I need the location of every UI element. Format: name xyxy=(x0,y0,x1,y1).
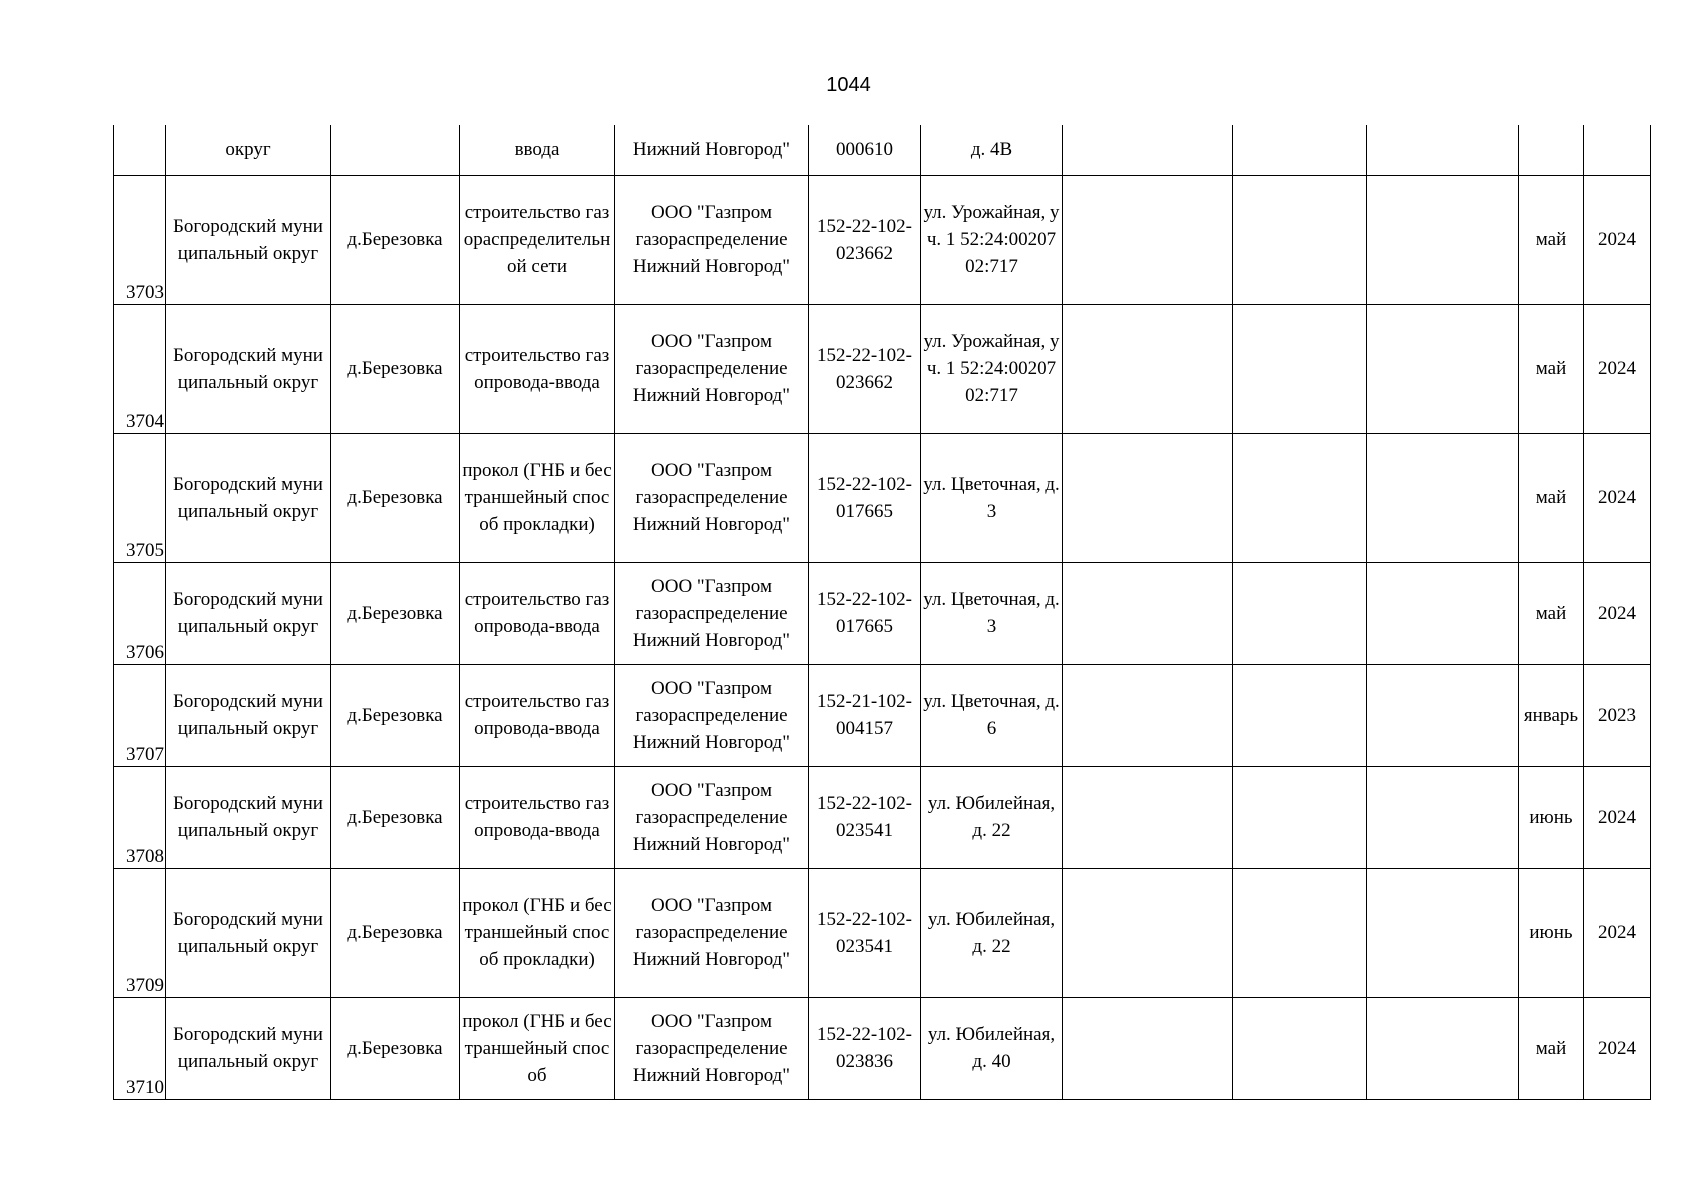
cell-empty xyxy=(1367,997,1519,1099)
cell-year: 2024 xyxy=(1584,997,1651,1099)
cell-month: июнь xyxy=(1519,868,1584,997)
cell-code: 152-22-102-017665 xyxy=(809,562,921,664)
cell-settlement: д.Березовка xyxy=(331,766,460,868)
cell-month: май xyxy=(1519,997,1584,1099)
cell-owner: ООО "Газпром газораспределение Нижний Новгород" xyxy=(615,664,809,766)
cell-address: ул. Цветочная, д. 6 xyxy=(921,664,1063,766)
cell-empty xyxy=(1233,766,1367,868)
cell-settlement: д.Березовка xyxy=(331,562,460,664)
cell-empty xyxy=(1233,304,1367,433)
table-row xyxy=(114,562,1651,664)
cell-month: май xyxy=(1519,175,1584,304)
table-row-continued xyxy=(114,125,1651,175)
cell-owner: Нижний Новгород" xyxy=(615,125,809,175)
cell-empty xyxy=(1063,766,1233,868)
cell-empty xyxy=(1367,868,1519,997)
cell-empty xyxy=(1233,664,1367,766)
cell-address: ул. Цветочная, д. 3 xyxy=(921,433,1063,562)
cell-code: 152-22-102-023541 xyxy=(809,766,921,868)
cell-district: округ xyxy=(166,125,331,175)
cell-empty xyxy=(1367,304,1519,433)
cell-code: 152-22-102-017665 xyxy=(809,433,921,562)
cell-empty xyxy=(1063,175,1233,304)
cell-month: январь xyxy=(1519,664,1584,766)
cell-code: 152-22-102-023662 xyxy=(809,304,921,433)
cell-code: 152-22-102-023662 xyxy=(809,175,921,304)
cell-district: Богородский муниципальный округ xyxy=(166,997,331,1099)
cell-empty xyxy=(1233,433,1367,562)
cell-num: 3703 xyxy=(114,175,166,304)
cell-work: ввода xyxy=(460,125,615,175)
cell-address: д. 4В xyxy=(921,125,1063,175)
table-row xyxy=(114,868,1651,997)
cell-empty xyxy=(1233,562,1367,664)
cell-district: Богородский муниципальный округ xyxy=(166,766,331,868)
cell-code: 000610 xyxy=(809,125,921,175)
cell-settlement: д.Березовка xyxy=(331,304,460,433)
cell-num: 3704 xyxy=(114,304,166,433)
register-table xyxy=(113,125,1651,1100)
table-row xyxy=(114,433,1651,562)
cell-month: июнь xyxy=(1519,766,1584,868)
cell-num: 3706 xyxy=(114,562,166,664)
cell-empty xyxy=(1063,997,1233,1099)
cell-num: 3710 xyxy=(114,997,166,1099)
cell-empty xyxy=(1367,766,1519,868)
cell-year: 2024 xyxy=(1584,304,1651,433)
table-row xyxy=(114,766,1651,868)
cell-empty xyxy=(1367,175,1519,304)
cell-year: 2024 xyxy=(1584,562,1651,664)
cell-month: май xyxy=(1519,304,1584,433)
cell-settlement: д.Березовка xyxy=(331,433,460,562)
cell-empty xyxy=(1063,868,1233,997)
cell-empty xyxy=(1367,125,1519,175)
cell-empty xyxy=(1063,562,1233,664)
cell-district: Богородский муниципальный округ xyxy=(166,562,331,664)
table-row xyxy=(114,997,1651,1099)
table-row xyxy=(114,304,1651,433)
cell-empty xyxy=(1367,562,1519,664)
cell-empty xyxy=(1367,433,1519,562)
cell-district: Богородский муниципальный округ xyxy=(166,304,331,433)
cell-year: 2024 xyxy=(1584,766,1651,868)
cell-owner: ООО "Газпром газораспределение Нижний Новгород" xyxy=(615,433,809,562)
cell-empty xyxy=(1063,433,1233,562)
cell-empty xyxy=(1233,125,1367,175)
cell-month xyxy=(1519,125,1584,175)
cell-district: Богородский муниципальный округ xyxy=(166,175,331,304)
cell-owner: ООО "Газпром газораспределение Нижний Новгород" xyxy=(615,175,809,304)
cell-settlement: д.Березовка xyxy=(331,997,460,1099)
cell-owner: ООО "Газпром газораспределение Нижний Новгород" xyxy=(615,304,809,433)
cell-year xyxy=(1584,125,1651,175)
cell-work: прокол (ГНБ и бестраншейный способ xyxy=(460,997,615,1099)
table-row xyxy=(114,175,1651,304)
cell-settlement: д.Березовка xyxy=(331,175,460,304)
cell-empty xyxy=(1063,664,1233,766)
cell-empty xyxy=(1233,175,1367,304)
cell-month: май xyxy=(1519,433,1584,562)
cell-address: ул. Урожайная, уч. 1 52:24:0020702:717 xyxy=(921,175,1063,304)
cell-work: прокол (ГНБ и бестраншейный способ прокладки) xyxy=(460,868,615,997)
cell-address: ул. Цветочная, д. 3 xyxy=(921,562,1063,664)
cell-year: 2024 xyxy=(1584,175,1651,304)
cell-settlement: д.Березовка xyxy=(331,664,460,766)
cell-empty xyxy=(1367,664,1519,766)
cell-owner: ООО "Газпром газораспределение Нижний Новгород" xyxy=(615,997,809,1099)
cell-year: 2023 xyxy=(1584,664,1651,766)
cell-num: 3708 xyxy=(114,766,166,868)
cell-owner: ООО "Газпром газораспределение Нижний Новгород" xyxy=(615,868,809,997)
cell-district: Богородский муниципальный округ xyxy=(166,868,331,997)
cell-empty xyxy=(1233,868,1367,997)
cell-work: строительство газопровода-ввода xyxy=(460,304,615,433)
cell-num: 3709 xyxy=(114,868,166,997)
cell-address: ул. Юбилейная, д. 22 xyxy=(921,868,1063,997)
cell-address: ул. Урожайная, уч. 1 52:24:0020702:717 xyxy=(921,304,1063,433)
table-row xyxy=(114,664,1651,766)
cell-settlement: д.Березовка xyxy=(331,868,460,997)
cell-num: 3705 xyxy=(114,433,166,562)
cell-work: строительство газопровода-ввода xyxy=(460,562,615,664)
cell-code: 152-22-102-023836 xyxy=(809,997,921,1099)
cell-num xyxy=(114,125,166,175)
cell-year: 2024 xyxy=(1584,433,1651,562)
cell-work: строительство газопровода-ввода xyxy=(460,664,615,766)
cell-district: Богородский муниципальный округ xyxy=(166,433,331,562)
cell-empty xyxy=(1063,304,1233,433)
cell-work: строительство газопровода-ввода xyxy=(460,766,615,868)
cell-num: 3707 xyxy=(114,664,166,766)
cell-code: 152-21-102-004157 xyxy=(809,664,921,766)
cell-month: май xyxy=(1519,562,1584,664)
cell-settlement xyxy=(331,125,460,175)
cell-year: 2024 xyxy=(1584,868,1651,997)
cell-empty xyxy=(1233,997,1367,1099)
cell-address: ул. Юбилейная, д. 22 xyxy=(921,766,1063,868)
cell-address: ул. Юбилейная, д. 40 xyxy=(921,997,1063,1099)
cell-owner: ООО "Газпром газораспределение Нижний Новгород" xyxy=(615,562,809,664)
cell-empty xyxy=(1063,125,1233,175)
cell-work: строительство газораспределительной сети xyxy=(460,175,615,304)
cell-district: Богородский муниципальный округ xyxy=(166,664,331,766)
cell-work: прокол (ГНБ и бестраншейный способ прокладки) xyxy=(460,433,615,562)
cell-owner: ООО "Газпром газораспределение Нижний Новгород" xyxy=(615,766,809,868)
cell-code: 152-22-102-023541 xyxy=(809,868,921,997)
page-number: 1044 xyxy=(826,74,871,96)
